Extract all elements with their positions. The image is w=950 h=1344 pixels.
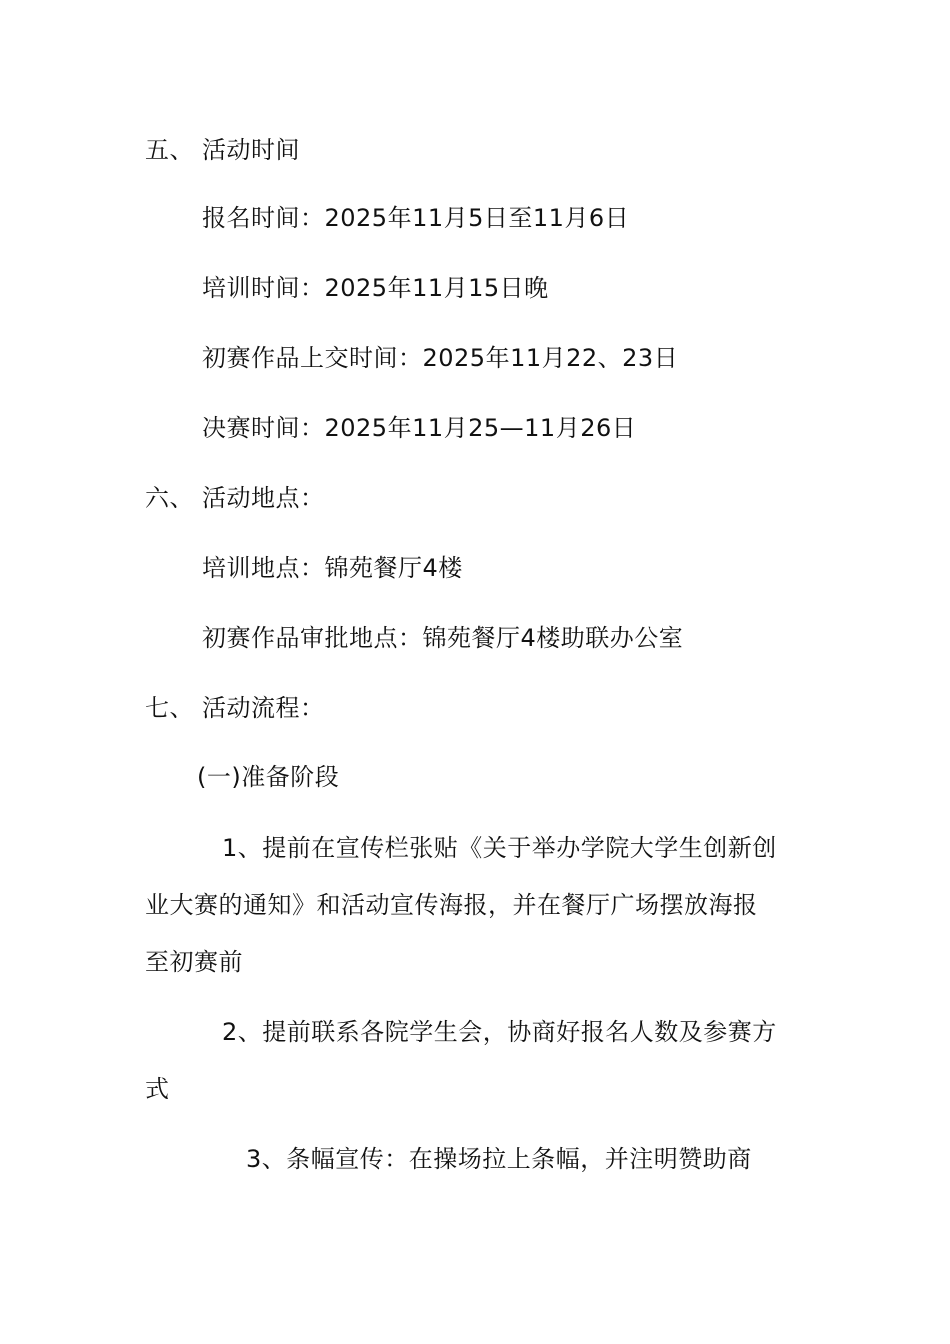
- paragraph-1-line-2: 业大赛的通知》和活动宣传海报，并在餐厅广场摆放海报: [145, 891, 758, 919]
- paragraph-2-line-1: 2、提前联系各院学生会，协商好报名人数及参赛方: [222, 1018, 777, 1046]
- training-time-line: 培训时间：2025年11月15日晚: [202, 274, 549, 302]
- section-heading-6: [145, 482, 325, 514]
- review-location-line: 初赛作品审批地点：锦苑餐厅4楼助联办公室: [202, 624, 684, 652]
- section-number: 六、: [145, 484, 194, 512]
- stage-heading: (一)准备阶段: [197, 763, 340, 791]
- paragraph-2-line-2: 式: [145, 1075, 170, 1103]
- training-location-line: 培训地点：锦苑餐厅4楼: [202, 554, 463, 582]
- preliminary-submission-time-line: 初赛作品上交时间：2025年11月22、23日: [202, 344, 679, 372]
- section-number: 五、: [145, 136, 194, 164]
- section-heading-7: [145, 692, 325, 724]
- final-time-line: 决赛时间：2025年11月25—11月26日: [202, 414, 637, 442]
- section-title: 活动地点：: [202, 484, 325, 512]
- signup-time-line: 报名时间：2025年11月5日至11月6日: [202, 204, 630, 232]
- paragraph-1-line-3: 至初赛前: [145, 948, 243, 976]
- section-number: 七、: [145, 694, 194, 722]
- section-heading-5: [145, 134, 300, 166]
- section-title: 活动时间: [202, 136, 300, 164]
- section-title: 活动流程：: [202, 694, 325, 722]
- paragraph-3-line-1: 3、条幅宣传：在操场拉上条幅，并注明赞助商: [246, 1145, 752, 1173]
- paragraph-1-line-1: 1、提前在宣传栏张贴《关于举办学院大学生创新创: [222, 834, 777, 862]
